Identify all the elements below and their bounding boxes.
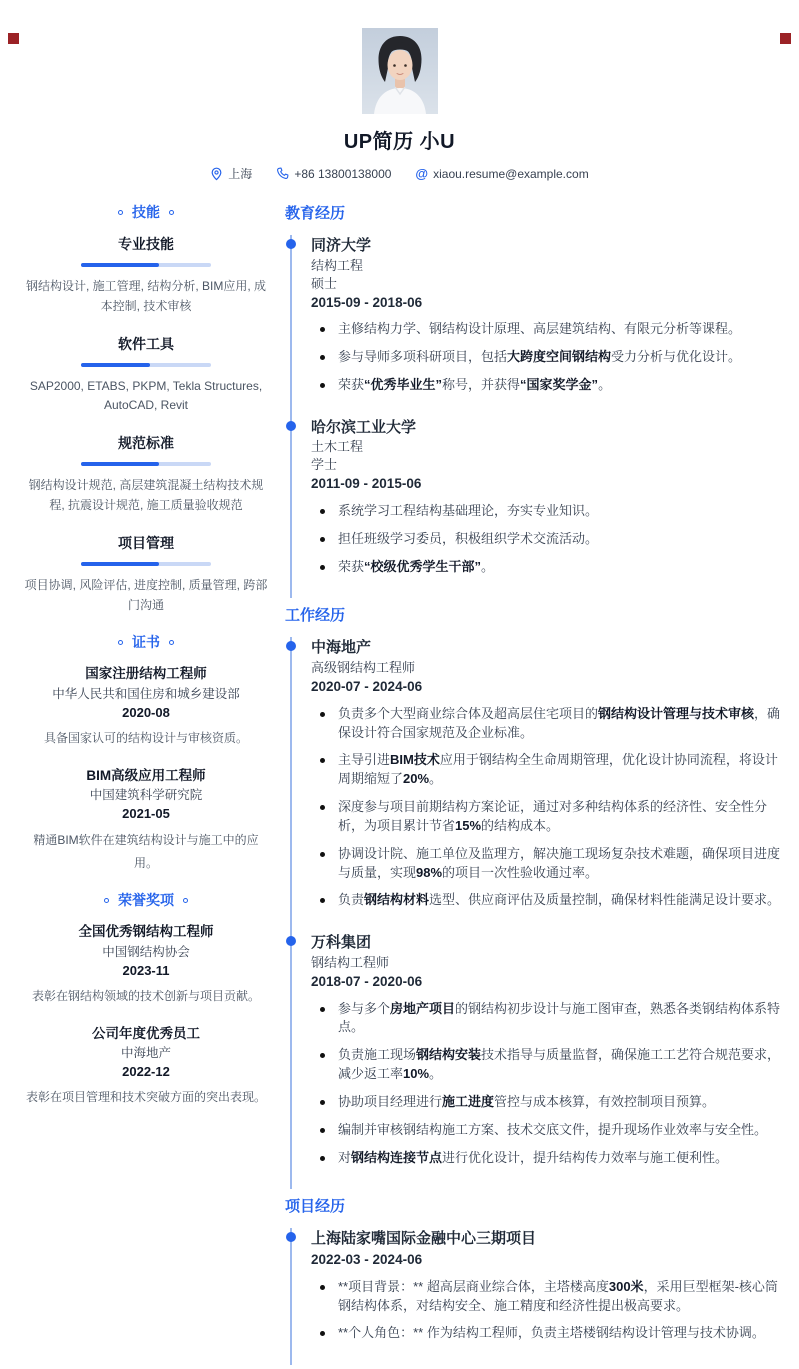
- bullet-text: 参与多个: [338, 1000, 391, 1016]
- entry-date: 2015-09 - 2018-06: [311, 294, 423, 310]
- deco-circle-icon: [104, 898, 109, 903]
- skill-progress-bar: [81, 462, 211, 466]
- sidebar-item: [24, 1024, 268, 1110]
- section-title-honors: [24, 890, 268, 910]
- section-title-text: 证书: [132, 634, 160, 651]
- bullet-bold-text: 20%: [403, 771, 430, 787]
- item-description: 表彰在钢结构领域的技术创新与项目贡献。: [31, 989, 260, 1004]
- bullet-text: 负责多个大型商业综合体及超高层住宅项目的: [338, 705, 599, 721]
- skill-name: 软件工具: [118, 335, 174, 352]
- entry-bullet: [311, 751, 785, 789]
- timeline-dot-icon: [286, 421, 296, 431]
- contact-phone: [276, 167, 391, 181]
- skill-name: 规范标准: [118, 435, 174, 452]
- bullet-text: 担任班级学习委员，积极组织学术交流活动。: [338, 530, 599, 546]
- sidebar-item: [24, 766, 268, 876]
- bullet-bold-text: BIM技术: [390, 752, 440, 768]
- skill-description: 项目协调, 风险评估, 进度控制, 质量管理, 跨部门沟通: [24, 577, 268, 612]
- bullet-bold-text: 98%: [416, 864, 443, 880]
- entry-bullet: [311, 1324, 785, 1343]
- skill-progress-fill: [81, 263, 159, 267]
- skill-name: 专业技能: [118, 236, 174, 252]
- item-name: 全国优秀钢结构工程师: [78, 924, 214, 940]
- entry-title: 中海地产: [311, 639, 372, 657]
- sidebar-item: [24, 664, 268, 750]
- bullet-text: 编制并审核钢结构施工方案、技术交底文件，提升现场作业效率与安全性。: [338, 1121, 768, 1137]
- phone-text: +86 13800138000: [294, 166, 392, 181]
- entry-date: 2011-09 - 2015-06: [311, 476, 422, 492]
- skill-progress-fill: [81, 562, 159, 566]
- contact-location: [210, 165, 252, 182]
- bullet-bold-text: 钢结构连接节点: [351, 1149, 443, 1165]
- entry-title: 上海陆家嘴国际金融中心三期项目: [311, 1230, 537, 1248]
- entry-subtitle: 学士: [311, 457, 338, 473]
- section-title-education: 教育经历: [285, 205, 346, 222]
- bullet-text: 受力分析与优化设计。: [611, 349, 742, 365]
- profile-photo: [362, 28, 438, 114]
- sidebar: [24, 196, 268, 1369]
- corner-mark-right: [780, 33, 791, 44]
- portrait-illustration: [362, 28, 438, 114]
- deco-circle-icon: [169, 640, 174, 645]
- item-description: 表彰在项目管理和技术突破方面的突出表现。: [25, 1090, 266, 1105]
- bullet-bold-text: 钢结构设计管理与技术审核: [598, 705, 755, 721]
- entry-bullet: [311, 1149, 785, 1168]
- entry-title: 同济大学: [311, 237, 372, 254]
- entry-title: 哈尔滨工业大学: [311, 418, 417, 436]
- entry-bullet-list: [311, 1000, 785, 1168]
- bullet-text: 对: [338, 1149, 352, 1165]
- section-title-projects: 项目经历: [285, 1198, 346, 1216]
- entry-subtitle: 高级钢结构工程师: [311, 660, 416, 676]
- bullet-text: 称号，并获得: [442, 376, 521, 392]
- bullet-text: ，确保设计符合国家规范及企业标准。: [338, 705, 781, 740]
- entry-subtitle: 硕士: [311, 275, 338, 291]
- bullet-text: 。: [598, 376, 612, 392]
- bullet-bold-text: 施工进度: [442, 1093, 495, 1109]
- deco-circle-icon: [118, 640, 123, 645]
- item-description: 精通BIM软件在建筑结构设计与施工中的应用。: [33, 832, 259, 870]
- location-text: 上海: [228, 167, 253, 181]
- bullet-bold-text: 10%: [403, 1066, 430, 1082]
- bullet-text: 。: [429, 771, 443, 787]
- bullet-text: 深度参与项目前期结构方案论证，通过对多种结构体系的经济性、安全性分析，为项目累计节省: [338, 799, 768, 833]
- email-text: xiaou.resume@example.com: [433, 166, 589, 181]
- skill-group: [24, 334, 268, 417]
- skill-progress-fill: [81, 363, 150, 367]
- skill-progress-bar: [81, 263, 211, 267]
- section-title-skills: [24, 202, 268, 222]
- deco-circle-icon: [118, 210, 123, 215]
- entry-subtitle: 结构工程: [311, 257, 364, 273]
- entry-bullet: [311, 348, 785, 367]
- bullet-text: 。: [429, 1066, 443, 1082]
- skill-description: SAP2000, ETABS, PKPM, Tekla Structures, AutoCAD, Revit: [29, 378, 263, 413]
- bullet-bold-text: 钢结构安装: [416, 1047, 482, 1063]
- bullet-text: 管控与成本核算，有效控制项目预算。: [494, 1093, 716, 1109]
- section-title-work: 工作经历: [285, 607, 346, 625]
- sidebar-item: [24, 922, 268, 1008]
- entry-date: 2020-07 - 2024-06: [311, 679, 423, 695]
- timeline-dot-icon: [286, 1232, 296, 1242]
- item-organization: 中海地产: [120, 1045, 171, 1060]
- item-date: 2023-11: [122, 962, 170, 978]
- timeline-entry: [292, 417, 785, 599]
- entry-bullet: [311, 1093, 785, 1112]
- item-description: 具备国家认可的结构设计与审核资质。: [43, 731, 248, 746]
- bullet-text: 负责: [338, 892, 365, 908]
- location-pin-icon: [210, 167, 223, 181]
- skill-group: [24, 433, 268, 516]
- bullet-text: 进行优化设计，提升结构传力效率与施工便利性。: [442, 1149, 729, 1165]
- bullet-bold-text: 15%: [455, 817, 482, 833]
- deco-circle-icon: [169, 210, 174, 215]
- entry-bullet: [311, 320, 785, 339]
- contact-row: [0, 165, 799, 182]
- bullet-bold-text: 钢结构材料: [364, 892, 430, 908]
- content-columns: [0, 182, 799, 1369]
- entry-bullet: [311, 558, 785, 577]
- deco-circle-icon: [183, 898, 188, 903]
- bullet-text: 的结构成本。: [481, 817, 560, 833]
- entry-bullet: [311, 1278, 785, 1316]
- entry-bullet: [311, 1046, 785, 1084]
- bullet-text: 参与导师多项科研项目，包括: [338, 349, 508, 365]
- entry-subtitle: 钢结构工程师: [311, 955, 390, 971]
- work-timeline: [290, 637, 785, 1189]
- entry-date: 2018-07 - 2020-06: [311, 973, 423, 989]
- skills-list: [24, 234, 268, 615]
- skill-description: 钢结构设计, 施工管理, 结构分析, BIM应用, 成本控制, 技术审核: [25, 279, 266, 313]
- bullet-text: 荣获: [338, 558, 365, 574]
- item-organization: 中华人民共和国住房和城乡建设部: [52, 686, 240, 701]
- timeline-dot-icon: [286, 936, 296, 946]
- timeline-entry: [292, 637, 785, 932]
- education-timeline: [290, 235, 785, 598]
- section-education: [285, 202, 785, 598]
- entry-title: 万科集团: [311, 934, 372, 952]
- resume-header: [0, 0, 799, 182]
- bullet-text: 荣获: [338, 376, 365, 392]
- bullet-text: 系统学习工程结构基础理论，夯实专业知识。: [338, 502, 599, 518]
- entry-bullet: [311, 845, 785, 883]
- bullet-bold-text: 300米: [608, 1278, 644, 1294]
- bullet-text: 的项目一次性验收通过率。: [442, 864, 599, 880]
- timeline-entry: [292, 932, 785, 1189]
- entry-bullet: [311, 1000, 785, 1038]
- skill-group: [24, 533, 268, 616]
- item-name: 公司年度优秀员工: [92, 1025, 200, 1041]
- bullet-text: 。: [481, 558, 495, 574]
- bullet-text: 的钢结构初步设计与施工图审查，熟悉各类钢结构体系特点。: [338, 1000, 781, 1035]
- bullet-text: 主导引进: [338, 752, 391, 768]
- bullet-bold-text: 房地产项目: [390, 1000, 456, 1016]
- section-projects: [285, 1195, 785, 1365]
- timeline-entry: [292, 1228, 785, 1365]
- entry-bullet-list: [311, 705, 785, 911]
- entry-bullet-list: [311, 1278, 785, 1344]
- candidate-name: UP简历 小U: [343, 131, 456, 153]
- bullet-text: 主修结构力学、钢结构设计原理、高层建筑结构、有限元分析等课程。: [338, 321, 742, 337]
- email-at-icon: @: [415, 166, 429, 181]
- honors-list: [24, 922, 268, 1110]
- bullet-text: 选型、供应商评估及质量控制，确保材料性能满足设计要求。: [429, 892, 781, 908]
- entry-bullet: [311, 1121, 785, 1140]
- item-name: BIM高级应用工程师: [86, 767, 206, 783]
- skill-progress-bar: [81, 562, 211, 566]
- entry-subtitle: 土木工程: [311, 439, 364, 455]
- entry-bullet: [311, 798, 785, 836]
- item-organization: 中国钢结构协会: [102, 944, 190, 959]
- skill-group: [24, 234, 268, 317]
- item-date: 2022-12: [122, 1063, 170, 1079]
- bullet-text: 协调设计院、施工单位及监理方，解决施工现场复杂技术难题，确保项目进度与质量，实现: [338, 845, 781, 880]
- bullet-bold-text: 大跨度空间钢结构: [507, 349, 612, 365]
- projects-timeline: [290, 1228, 785, 1365]
- timeline-entry: [292, 235, 785, 417]
- section-title-certs: [24, 632, 268, 652]
- bullet-bold-text: “国家奖学金”: [520, 376, 599, 392]
- phone-icon: [276, 167, 289, 180]
- bullet-bold-text: “优秀毕业生”: [364, 376, 443, 392]
- timeline-dot-icon: [286, 239, 296, 249]
- section-title-text: 技能: [132, 204, 160, 220]
- contact-email: [415, 166, 588, 181]
- skill-progress-bar: [81, 363, 211, 367]
- bullet-text: **个人角色：** 作为结构工程师，负责主塔楼钢结构设计管理与技术协调。: [338, 1325, 765, 1341]
- entry-bullet-list: [311, 320, 785, 395]
- skill-description: 钢结构设计规范, 高层建筑混凝土结构技术规程, 抗震设计规范, 施工质量验收规范: [28, 478, 264, 512]
- corner-mark-left: [8, 33, 19, 44]
- bullet-text: ，采用巨型框架-核心筒钢结构体系，对结构安全、施工精度和经济性提出极高要求。: [338, 1278, 778, 1313]
- item-date: 2021-05: [122, 806, 170, 822]
- bullet-text: 协助项目经理进行: [338, 1093, 443, 1109]
- item-organization: 中国建筑科学研究院: [89, 787, 203, 802]
- entry-bullet: [311, 705, 785, 743]
- bullet-text: 负责施工现场: [338, 1047, 417, 1063]
- item-name: 国家注册结构工程师: [85, 666, 207, 682]
- certs-list: [24, 664, 268, 875]
- entry-bullet: [311, 376, 785, 395]
- timeline-dot-icon: [286, 641, 296, 651]
- skill-progress-fill: [81, 462, 159, 466]
- main-column: [285, 196, 785, 1369]
- bullet-bold-text: “校级优秀学生干部”: [364, 558, 482, 574]
- bullet-text: **项目背景：** 超高层商业综合体，主塔楼高度: [338, 1278, 609, 1294]
- entry-bullet: [311, 530, 785, 549]
- entry-bullet: [311, 502, 785, 521]
- bullet-text: 应用于钢结构全生命周期管理，优化设计协同流程，将设计周期缩短了: [338, 752, 778, 787]
- section-work: [285, 604, 785, 1189]
- entry-bullet: [311, 891, 785, 910]
- entry-bullet-list: [311, 502, 785, 577]
- item-date: 2020-08: [122, 704, 170, 720]
- bullet-text: 技术指导与质量监督，确保施工工艺符合规范要求，减少返工率: [338, 1047, 781, 1082]
- entry-date: 2022-03 - 2024-06: [311, 1252, 423, 1268]
- skill-name: 项目管理: [118, 534, 174, 551]
- section-title-text: 荣誉奖项: [118, 892, 174, 909]
